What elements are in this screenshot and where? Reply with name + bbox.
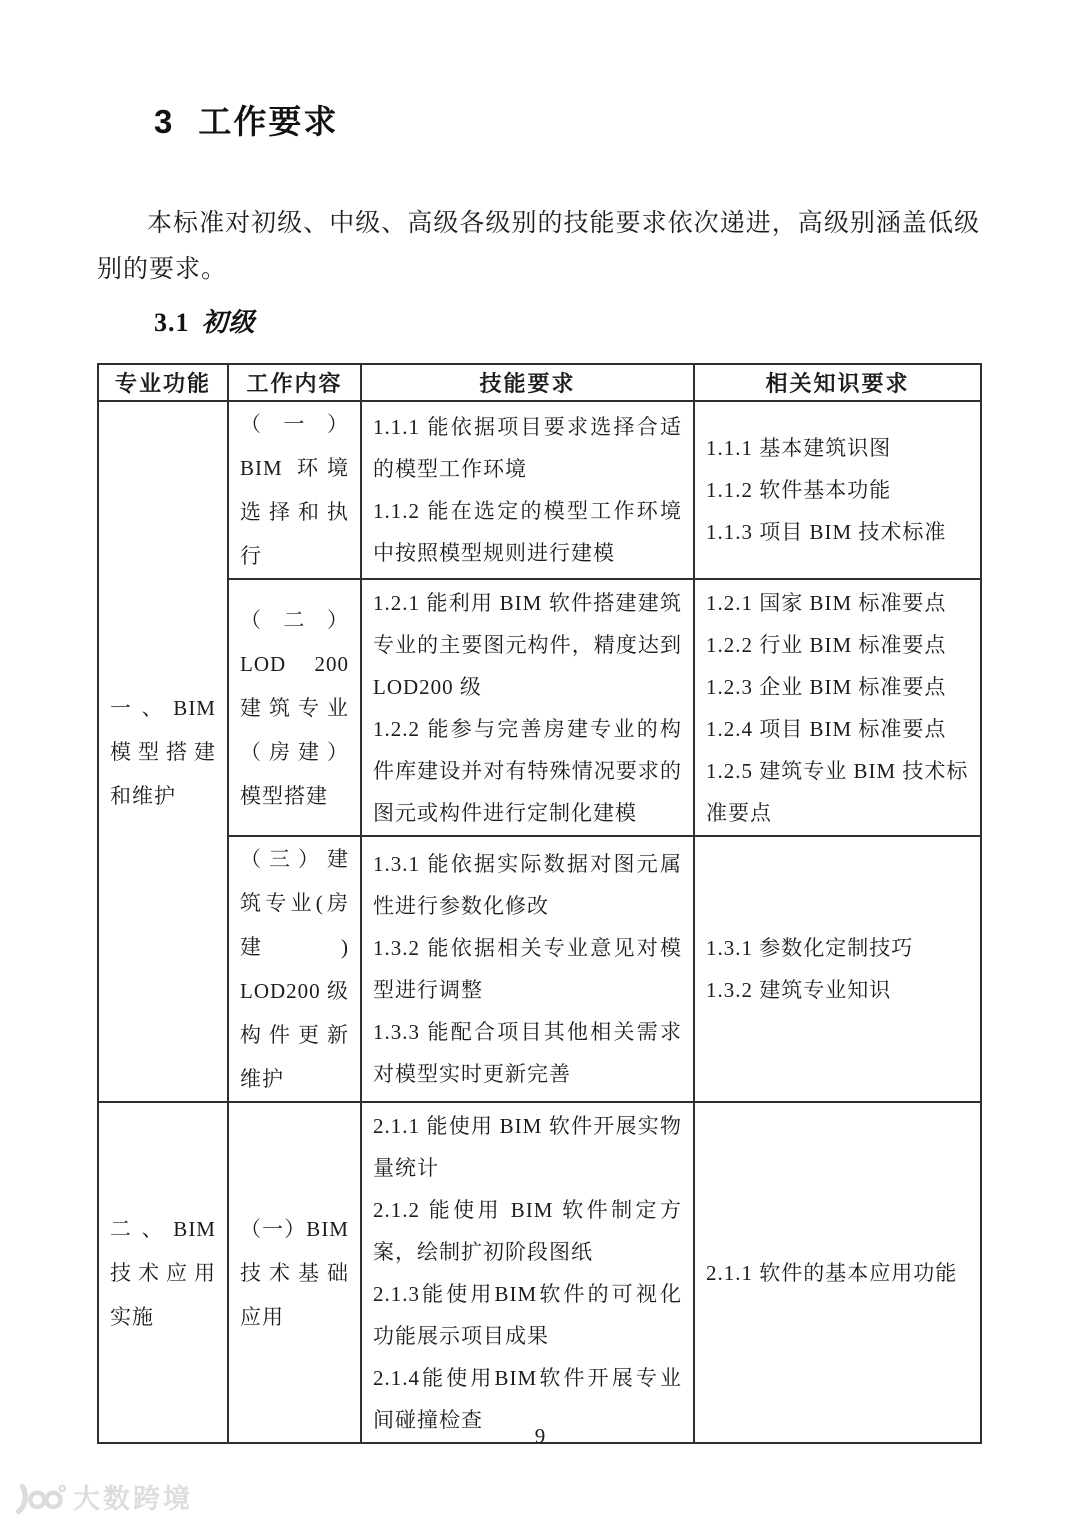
knowledge-item: 1.3.1 参数化定制技巧 (706, 936, 914, 960)
skills-cell (361, 401, 694, 579)
knowledge-cell (694, 401, 981, 579)
skills-cell (361, 836, 694, 1102)
header-cell-function: 专业功能 (98, 364, 228, 401)
table-row (98, 401, 981, 579)
content-cell: （一）BIM 技术基础应用 (228, 1102, 361, 1443)
section-heading-text: 初级 (201, 308, 256, 337)
table-header-row (98, 364, 981, 401)
skill-item: 1.2.1 能利用 BIM 软件搭建建筑专业的主要图元构件，精度达到 LOD200 级 (373, 590, 682, 699)
table-row (98, 579, 981, 836)
knowledge-item: 1.1.1 基本建筑识图 (706, 436, 892, 460)
knowledge-item: 1.2.5 建筑专业 BIM 技术标准要点 (706, 758, 969, 825)
intro-paragraph: 本标准对初级、中级、高级各级别的技能要求依次递进，高级别涵盖低级别的要求。 (97, 210, 980, 283)
section-heading (154, 307, 980, 339)
content-cell: （三）建筑专业(房建) LOD200 级构件更新维护 (228, 836, 361, 1102)
knowledge-cell (694, 1102, 981, 1443)
watermark-text: 大数跨境 (73, 1484, 193, 1514)
skills-cell (361, 579, 694, 836)
page-number: 9 (534, 1424, 546, 1448)
skill-item: 1.1.2 能在选定的模型工作环境中按照模型规则进行建模 (373, 499, 682, 565)
skill-item: 1.3.3 能配合项目其他相关需求对模型实时更新完善 (373, 1020, 682, 1086)
watermark-logo-icon (13, 1483, 67, 1515)
knowledge-item: 1.2.2 行业 BIM 标准要点 (706, 632, 947, 657)
header-cell-content: 工作内容 (228, 364, 361, 401)
skill-item: 1.3.2 能依据相关专业意见对模型进行调整 (373, 936, 682, 1002)
skill-item: 2.1.3能使用BIM软件的可视化功能展示项目成果 (373, 1281, 682, 1348)
watermark (13, 1483, 193, 1515)
table-row (98, 1102, 981, 1443)
section-heading-number: 3.1 (154, 308, 190, 337)
knowledge-item: 1.1.2 软件基本功能 (706, 478, 892, 502)
content-cell: （一） BIM 环境选择和执行 (228, 401, 361, 579)
knowledge-cell (694, 579, 981, 836)
knowledge-item: 1.2.4 项目 BIM 标准要点 (706, 716, 947, 741)
header-cell-skills: 技能要求 (361, 364, 694, 401)
skills-cell (361, 1102, 694, 1443)
knowledge-item: 2.1.1 软件的基本应用功能 (706, 1260, 958, 1285)
skill-item: 1.3.1 能依据实际数据对图元属性进行参数化修改 (373, 852, 682, 918)
skill-item: 2.1.4能使用BIM软件开展专业间碰撞检查 (373, 1365, 682, 1432)
page-title (154, 103, 980, 141)
knowledge-cell (694, 836, 981, 1102)
table-row (98, 836, 981, 1102)
knowledge-item: 1.3.2 建筑专业知识 (706, 978, 892, 1002)
knowledge-item: 1.1.3 项目 BIM 技术标准 (706, 520, 947, 544)
page-title-number: 3 (154, 103, 175, 140)
skill-item: 2.1.1 能使用 BIM 软件开展实物量统计 (373, 1113, 682, 1180)
function-cell: 二、BIM 技术应用实施 (98, 1102, 228, 1443)
page-title-text: 工作要求 (198, 103, 339, 140)
function-cell: 一、BIM 模型搭建和维护 (98, 401, 228, 1102)
content-cell: （二）LOD 200 建筑专业（房建）模型搭建 (228, 579, 361, 836)
knowledge-item: 1.2.1 国家 BIM 标准要点 (706, 590, 947, 615)
skill-item: 2.1.2 能使用 BIM 软件制定方案，绘制扩初阶段图纸 (373, 1197, 682, 1264)
knowledge-item: 1.2.3 企业 BIM 标准要点 (706, 674, 947, 699)
requirements-table (97, 363, 982, 1444)
skill-item: 1.2.2 能参与完善房建专业的构件库建设并对有特殊情况要求的图元或构件进行定制化建模 (373, 716, 682, 825)
header-cell-knowledge: 相关知识要求 (694, 364, 981, 401)
skill-item: 1.1.1 能依据项目要求选择合适的模型工作环境 (373, 415, 682, 481)
